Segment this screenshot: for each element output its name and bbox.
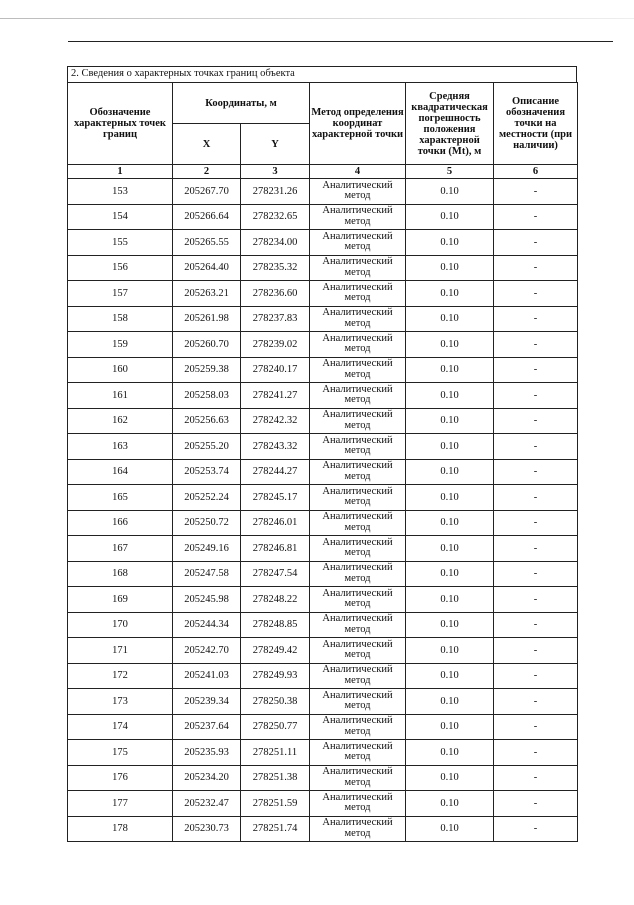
method-line-2: метод [344,521,371,533]
point-description: - [494,459,578,485]
table-body [68,179,578,842]
point-id: 167 [68,536,173,562]
coord-x: 205237.64 [173,714,241,740]
coord-y: 278249.93 [241,663,310,689]
point-id: 154 [68,204,173,230]
point-id: 173 [68,689,173,715]
method [310,255,406,281]
method-line-1: Аналитический [322,791,393,803]
method [310,383,406,409]
method-line-2: метод [344,317,371,329]
point-description: - [494,791,578,817]
method-line-1: Аналитический [322,332,393,344]
point-id: 171 [68,638,173,664]
column-number: 1 [68,165,173,179]
point-id: 166 [68,510,173,536]
method-line-1: Аналитический [322,536,393,548]
method [310,612,406,638]
coord-x: 205253.74 [173,459,241,485]
method [310,230,406,256]
header-y: Y [241,124,310,165]
method-line-1: Аналитический [322,511,393,523]
method [310,281,406,307]
mean-error: 0.10 [406,638,494,664]
coord-x: 205259.38 [173,357,241,383]
column-number: 4 [310,165,406,179]
method-line-1: Аналитический [322,281,393,293]
method-line-2: метод [344,725,371,737]
coord-x: 205242.70 [173,638,241,664]
table-row [68,816,578,842]
point-description: - [494,281,578,307]
table-row [68,612,578,638]
point-description: - [494,663,578,689]
table-row [68,689,578,715]
table-row [68,306,578,332]
method-line-2: метод [344,674,371,686]
coord-y: 278232.65 [241,204,310,230]
method-line-1: Аналитический [322,205,393,217]
method-line-2: метод [344,827,371,839]
coord-y: 278249.42 [241,638,310,664]
point-description: - [494,765,578,791]
point-description: - [494,740,578,766]
point-id: 177 [68,791,173,817]
method-line-1: Аналитический [322,638,393,650]
mean-error: 0.10 [406,689,494,715]
column-number: 6 [494,165,578,179]
section-title: 2. Сведения о характерных точках границ объекта [67,66,577,82]
method [310,561,406,587]
point-description: - [494,434,578,460]
mean-error: 0.10 [406,663,494,689]
method [310,587,406,613]
table-row [68,459,578,485]
scan-edge-line [0,18,634,19]
header-point-designation: Обозначение характерных точек границ [68,83,173,165]
point-id: 164 [68,459,173,485]
method-line-2: метод [344,394,371,406]
table-row [68,408,578,434]
page-header-rule [68,41,613,42]
coord-y: 278240.17 [241,357,310,383]
coord-x: 205258.03 [173,383,241,409]
coord-x: 205235.93 [173,740,241,766]
point-description: - [494,561,578,587]
method-line-1: Аналитический [322,409,393,421]
method-line-2: метод [344,802,371,814]
coord-y: 278237.83 [241,306,310,332]
column-number: 2 [173,165,241,179]
coord-y: 278242.32 [241,408,310,434]
method-line-1: Аналитический [322,664,393,676]
coord-x: 205267.70 [173,179,241,205]
mean-error: 0.10 [406,612,494,638]
method-line-2: метод [344,598,371,610]
point-id: 170 [68,612,173,638]
point-id: 178 [68,816,173,842]
column-number: 3 [241,165,310,179]
coord-y: 278251.11 [241,740,310,766]
method-line-1: Аналитический [322,485,393,497]
table-row [68,638,578,664]
point-id: 168 [68,561,173,587]
point-id: 174 [68,714,173,740]
point-description: - [494,383,578,409]
point-description: - [494,638,578,664]
mean-error: 0.10 [406,561,494,587]
method [310,179,406,205]
method-line-1: Аналитический [322,256,393,268]
coord-y: 278250.38 [241,689,310,715]
method-line-2: метод [344,470,371,482]
point-id: 158 [68,306,173,332]
point-id: 162 [68,408,173,434]
point-description: - [494,408,578,434]
mean-error: 0.10 [406,536,494,562]
point-description: - [494,536,578,562]
coord-y: 278234.00 [241,230,310,256]
point-id: 157 [68,281,173,307]
coord-y: 278239.02 [241,332,310,358]
header-error: Средняя квадратическая погрешность положения характерной точки (Мt), м [406,83,494,165]
table-row [68,561,578,587]
method-line-2: метод [344,496,371,508]
mean-error: 0.10 [406,791,494,817]
method-line-1: Аналитический [322,715,393,727]
method-line-2: метод [344,700,371,712]
method [310,306,406,332]
coord-x: 205239.34 [173,689,241,715]
coord-y: 278231.26 [241,179,310,205]
coord-y: 278251.59 [241,791,310,817]
table-row [68,485,578,511]
point-description: - [494,230,578,256]
method [310,765,406,791]
coord-y: 278250.77 [241,714,310,740]
mean-error: 0.10 [406,408,494,434]
method [310,689,406,715]
method-line-2: метод [344,266,371,278]
point-description: - [494,612,578,638]
coord-x: 205244.34 [173,612,241,638]
method-line-2: метод [344,368,371,380]
table-row [68,332,578,358]
method-line-1: Аналитический [322,613,393,625]
coord-x: 205245.98 [173,587,241,613]
coord-y: 278244.27 [241,459,310,485]
method-line-1: Аналитический [322,434,393,446]
method [310,332,406,358]
coord-x: 205250.72 [173,510,241,536]
method [310,434,406,460]
coord-y: 278248.22 [241,587,310,613]
coord-x: 205255.20 [173,434,241,460]
mean-error: 0.10 [406,255,494,281]
method-line-2: метод [344,241,371,253]
point-id: 175 [68,740,173,766]
point-description: - [494,179,578,205]
method [310,663,406,689]
column-number-row [68,165,578,179]
header-description: Описание обозначения точки на местности (при наличии) [494,83,578,165]
mean-error: 0.10 [406,434,494,460]
method [310,791,406,817]
method [310,459,406,485]
mean-error: 0.10 [406,230,494,256]
method [310,357,406,383]
table-row [68,536,578,562]
mean-error: 0.10 [406,485,494,511]
point-description: - [494,714,578,740]
method-line-2: метод [344,343,371,355]
method [310,510,406,536]
method-line-2: метод [344,419,371,431]
table-row [68,255,578,281]
coord-x: 205266.64 [173,204,241,230]
method-line-2: метод [344,623,371,635]
point-description: - [494,816,578,842]
table-row [68,204,578,230]
point-id: 172 [68,663,173,689]
coord-x: 205241.03 [173,663,241,689]
point-description: - [494,255,578,281]
point-description: - [494,332,578,358]
method-line-1: Аналитический [322,562,393,574]
mean-error: 0.10 [406,383,494,409]
coord-y: 278247.54 [241,561,310,587]
point-id: 163 [68,434,173,460]
coord-x: 205260.70 [173,332,241,358]
coord-x: 205247.58 [173,561,241,587]
table-row [68,179,578,205]
method-line-1: Аналитический [322,817,393,829]
method-line-1: Аналитический [322,587,393,599]
point-id: 159 [68,332,173,358]
table-row [68,714,578,740]
method-line-2: метод [344,547,371,559]
table-row [68,663,578,689]
table-row [68,765,578,791]
mean-error: 0.10 [406,510,494,536]
point-id: 169 [68,587,173,613]
method-line-1: Аналитический [322,689,393,701]
table-row [68,510,578,536]
point-description: - [494,510,578,536]
point-description: - [494,204,578,230]
header-method: Метод определения координат характерной точки [310,83,406,165]
coord-x: 205234.20 [173,765,241,791]
table-row [68,357,578,383]
method-line-2: метод [344,190,371,202]
method [310,536,406,562]
method-line-2: метод [344,751,371,763]
coord-y: 278251.38 [241,765,310,791]
method-line-1: Аналитический [322,307,393,319]
coord-y: 278241.27 [241,383,310,409]
coord-y: 278245.17 [241,485,310,511]
table-row [68,230,578,256]
mean-error: 0.10 [406,357,494,383]
mean-error: 0.10 [406,459,494,485]
method-line-2: метод [344,776,371,788]
header-row-top [68,83,578,124]
point-id: 156 [68,255,173,281]
method-line-1: Аналитический [322,230,393,242]
method-line-1: Аналитический [322,358,393,370]
method-line-2: метод [344,215,371,227]
method [310,638,406,664]
coord-y: 278243.32 [241,434,310,460]
point-description: - [494,357,578,383]
method-line-1: Аналитический [322,179,393,191]
mean-error: 0.10 [406,204,494,230]
coord-x: 205265.55 [173,230,241,256]
table-row [68,740,578,766]
coord-y: 278251.74 [241,816,310,842]
table-row [68,383,578,409]
mean-error: 0.10 [406,179,494,205]
method-line-1: Аналитический [322,460,393,472]
point-id: 160 [68,357,173,383]
mean-error: 0.10 [406,306,494,332]
point-description: - [494,306,578,332]
table-row [68,791,578,817]
coord-y: 278248.85 [241,612,310,638]
point-description: - [494,485,578,511]
coord-x: 205264.40 [173,255,241,281]
method-line-2: метод [344,292,371,304]
coord-x: 205252.24 [173,485,241,511]
method-line-1: Аналитический [322,740,393,752]
table-row [68,281,578,307]
coord-x: 205249.16 [173,536,241,562]
header-coordinates: Координаты, м [173,83,310,124]
coord-y: 278246.01 [241,510,310,536]
table-row [68,587,578,613]
coord-y: 278235.32 [241,255,310,281]
coord-x: 205232.47 [173,791,241,817]
coord-y: 278236.60 [241,281,310,307]
method [310,204,406,230]
point-description: - [494,689,578,715]
method [310,740,406,766]
table-row [68,434,578,460]
method-line-1: Аналитический [322,766,393,778]
coord-x: 205230.73 [173,816,241,842]
method [310,816,406,842]
method-line-2: метод [344,445,371,457]
method-line-1: Аналитический [322,383,393,395]
point-id: 176 [68,765,173,791]
coord-x: 205261.98 [173,306,241,332]
coord-y: 278246.81 [241,536,310,562]
mean-error: 0.10 [406,740,494,766]
mean-error: 0.10 [406,587,494,613]
mean-error: 0.10 [406,332,494,358]
coord-x: 205256.63 [173,408,241,434]
point-id: 165 [68,485,173,511]
column-number: 5 [406,165,494,179]
method [310,485,406,511]
mean-error: 0.10 [406,765,494,791]
mean-error: 0.10 [406,714,494,740]
method [310,714,406,740]
mean-error: 0.10 [406,816,494,842]
header-x: X [173,124,241,165]
method [310,408,406,434]
method-line-2: метод [344,649,371,661]
point-id: 153 [68,179,173,205]
point-id: 155 [68,230,173,256]
point-description: - [494,587,578,613]
coord-x: 205263.21 [173,281,241,307]
boundary-points-table [67,82,578,842]
point-id: 161 [68,383,173,409]
mean-error: 0.10 [406,281,494,307]
method-line-2: метод [344,572,371,584]
